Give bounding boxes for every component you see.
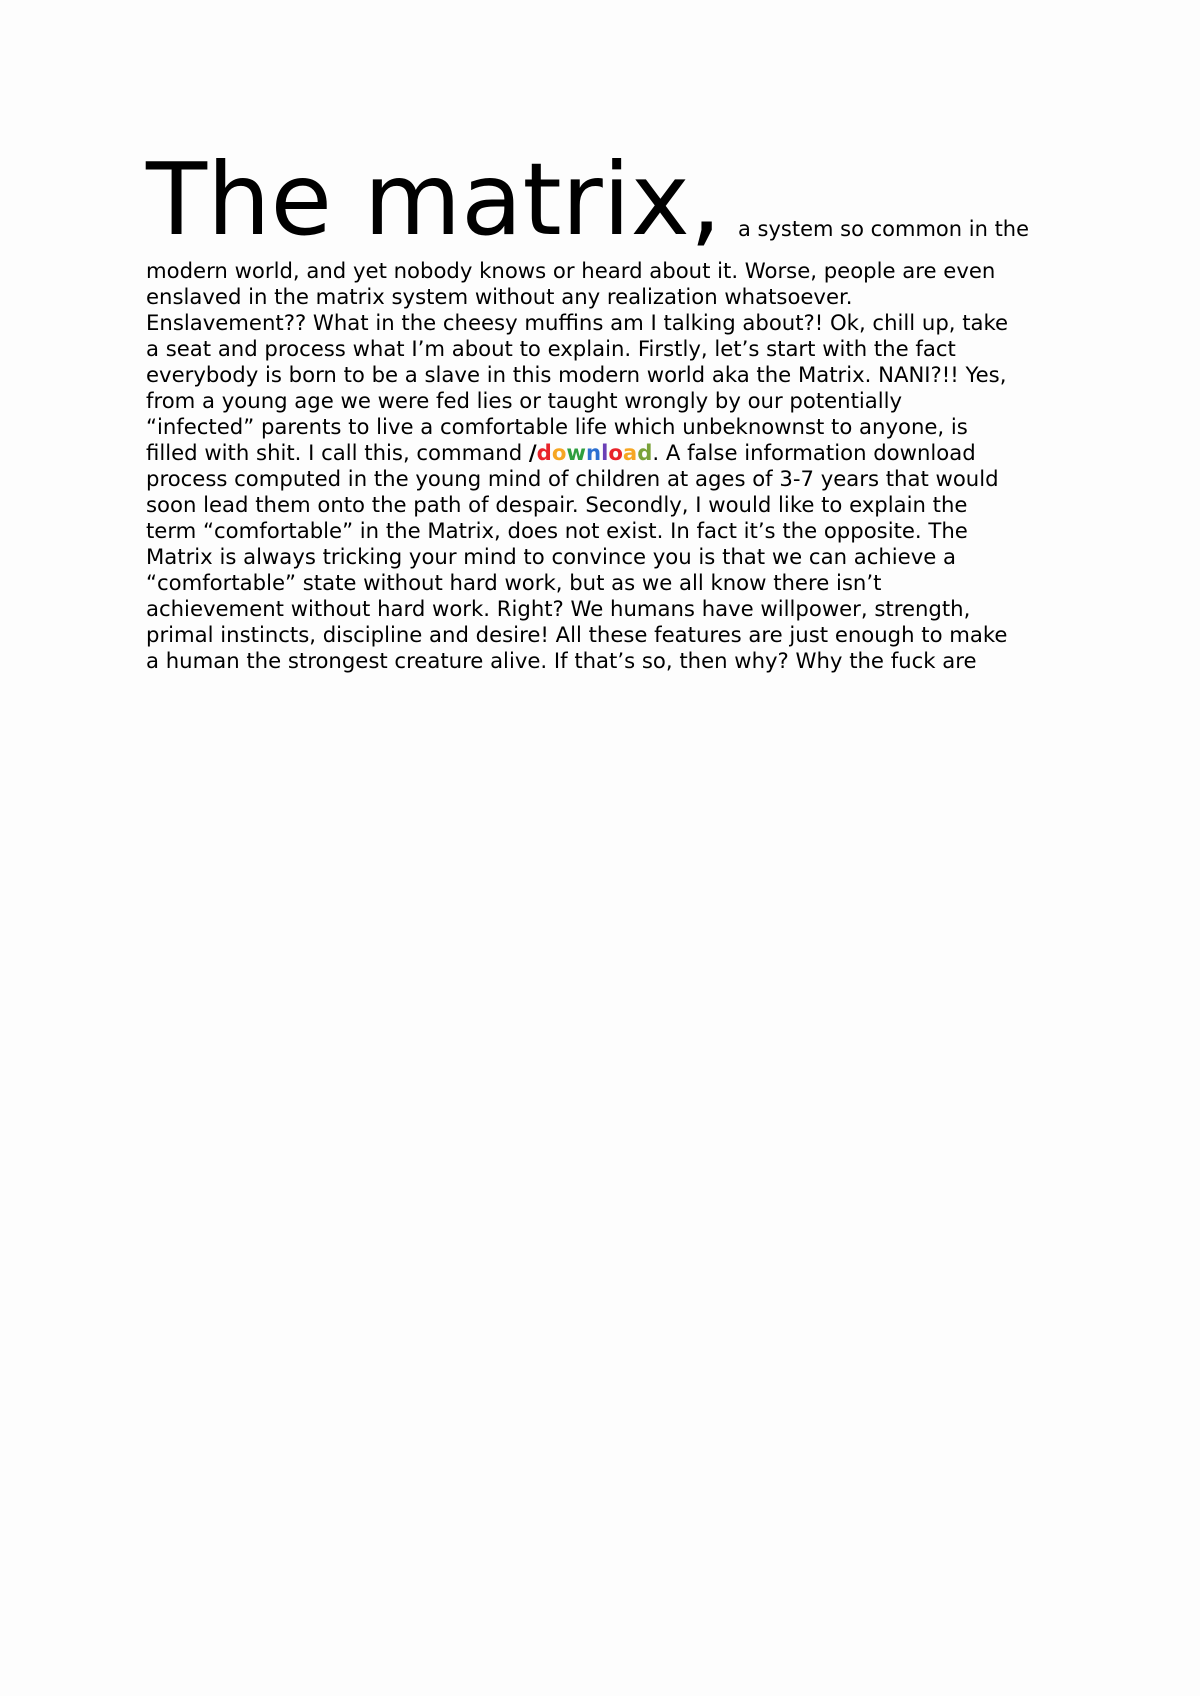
command-letter: d (637, 440, 653, 465)
body-line: Matrix is always tricking your mind to convince you is that we can achieve a (146, 544, 957, 569)
body-line: process computed in the young mind of children at ages of 3-7 years that would (146, 466, 999, 491)
command-letter: w (566, 440, 586, 465)
body-line: primal instincts, discipline and desire! All these features are just enough to make (146, 622, 1008, 647)
document-title: The matrix, (146, 141, 722, 258)
command-letter: l (601, 440, 609, 465)
body-line: everybody is born to be a slave in this modern world aka the Matrix. NANI?!! Yes, (146, 362, 1007, 387)
command-slash: / (528, 440, 537, 465)
command-letter: n (585, 440, 602, 465)
body-line: from a young age we were fed lies or taught wrongly by our potentially (146, 388, 903, 413)
command-line-before: filled with shit. I call this, command (146, 440, 529, 465)
body-line: “infected” parents to live a comfortable life which unbeknownst to anyone, is (146, 414, 968, 439)
body-line: soon lead them onto the path of despair. Secondly, I would like to explain the (146, 492, 968, 517)
command-letter: o (608, 440, 623, 465)
title-line (146, 141, 1062, 258)
body-line-command (146, 440, 1062, 466)
body-line: a seat and process what I’m about to explain. Firstly, let’s start with the fact (146, 336, 956, 361)
download-command (529, 440, 652, 465)
body-line: achievement without hard work. Right? We humans have willpower, strength, (146, 596, 971, 621)
body-line: a human the strongest creature alive. If that’s so, then why? Why the fuck are (146, 648, 977, 673)
body-line: enslaved in the matrix system without any realization whatsoever. (146, 284, 853, 309)
body-line: Enslavement?? What in the cheesy muffins am I talking about?! Ok, chill up, take (146, 310, 1009, 335)
document-page (146, 141, 1062, 674)
command-letter: d (536, 440, 552, 465)
body-line: modern world, and yet nobody knows or heard about it. Worse, people are even (146, 258, 996, 283)
body-line: term “comfortable” in the Matrix, does not exist. In fact it’s the opposite. The (146, 518, 968, 543)
command-line-after: . A false information download (652, 440, 976, 465)
title-lead-text: a system so common in the (738, 217, 1030, 241)
body-line: “comfortable” state without hard work, but as we all know there isn’t (146, 570, 882, 595)
command-letter: o (551, 440, 567, 465)
command-letter: a (622, 440, 638, 465)
body-paragraph (146, 258, 1062, 674)
